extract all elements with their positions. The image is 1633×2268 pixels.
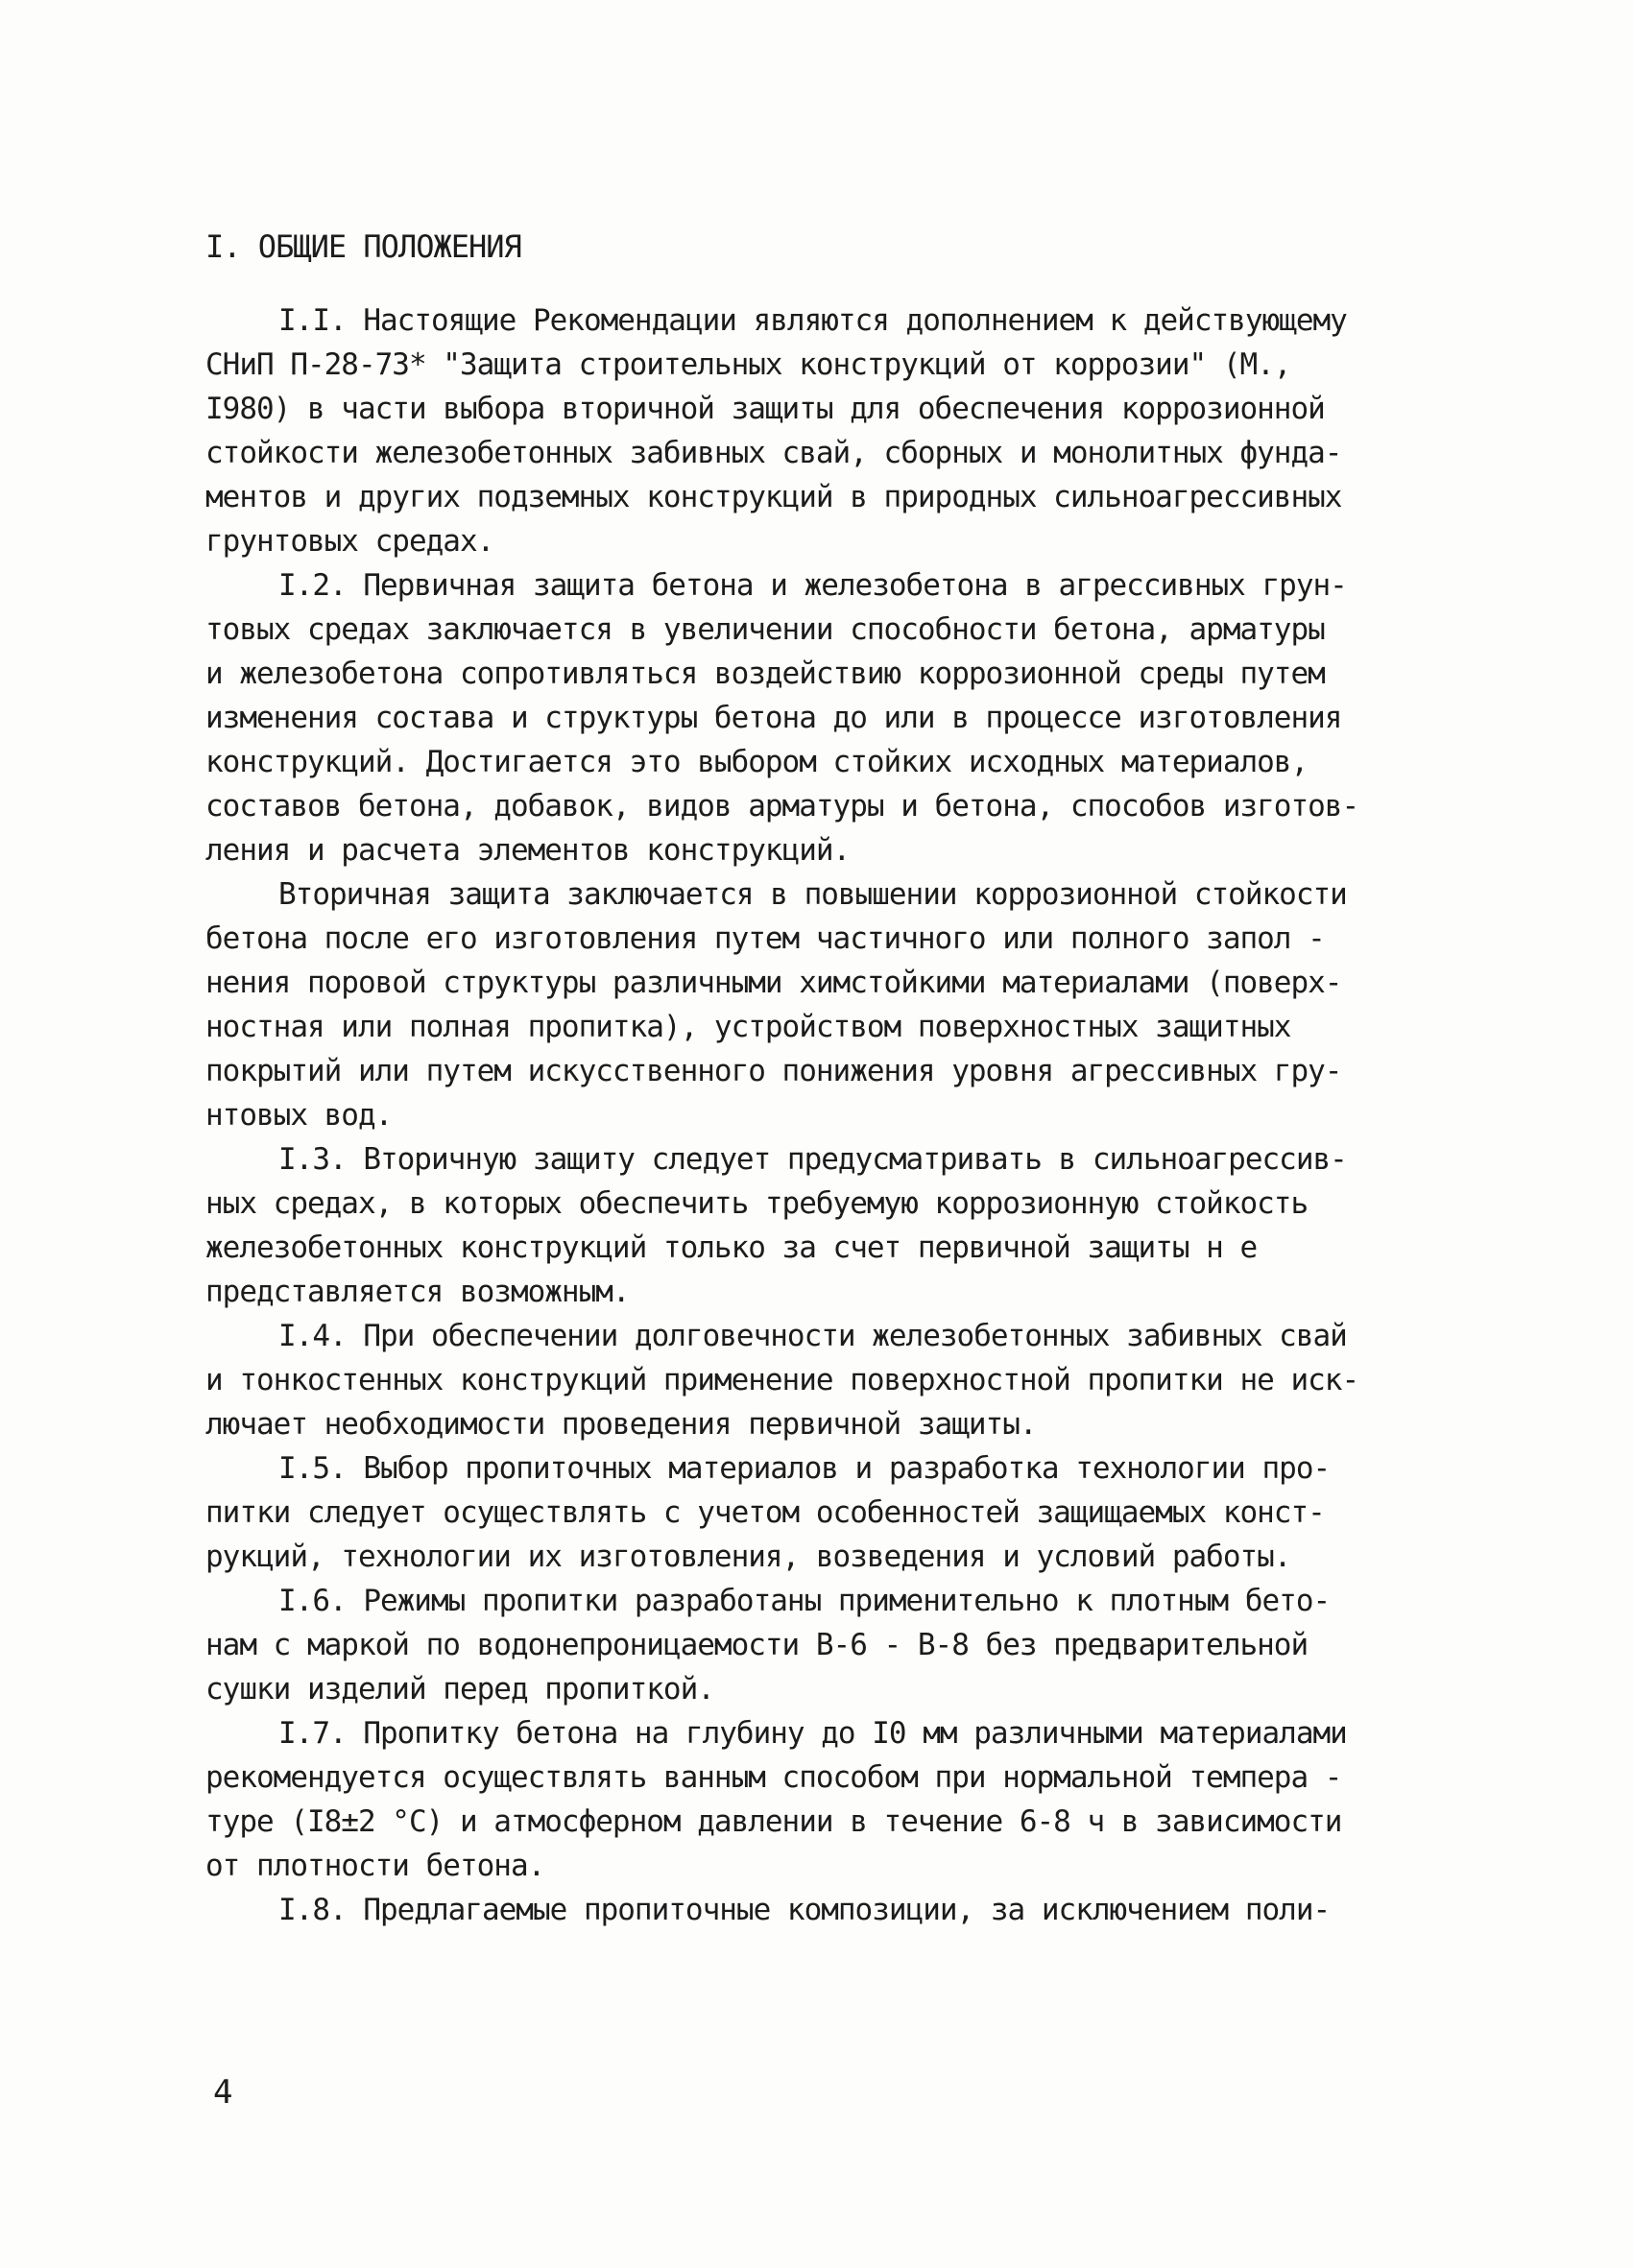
text-line: сушки изделий перед пропиткой. bbox=[205, 1672, 714, 1707]
section-heading: I. ОБЩИЕ ПОЛОЖЕНИЯ bbox=[205, 228, 521, 265]
text-line: составов бетона, добавок, видов арматуры и бетона, способов изготов- bbox=[205, 789, 1359, 824]
text-line: рукций, технологии их изготовления, возведения и условий работы. bbox=[205, 1540, 1291, 1574]
text-line: I.2. Первичная защита бетона и железобетона в агрессивных грун- bbox=[278, 568, 1347, 603]
text-line: СНиП П-28-73* "Защита строительных конструкций от коррозии" (М., bbox=[205, 347, 1291, 382]
text-line: I.4. При обеспечении долговечности железобетонных забивных свай bbox=[278, 1319, 1347, 1353]
text-line: ностная или полная пропитка), устройством поверхностных защитных bbox=[205, 1010, 1291, 1044]
text-line: Вторичная защита заключается в повышении коррозионной стойкости bbox=[278, 877, 1347, 912]
text-line: покрытий или путем искусственного понижения уровня агрессивных гру- bbox=[205, 1054, 1342, 1088]
text-line: и железобетона сопротивляться воздействию коррозионной среды путем bbox=[205, 657, 1325, 691]
text-line: от плотности бетона. bbox=[205, 1849, 545, 1883]
text-line: I.I. Настоящие Рекомендации являются дополнением к действующему bbox=[278, 303, 1347, 338]
text-line: железобетонных конструкций только за счет первичной защиты н е bbox=[205, 1230, 1258, 1265]
text-line: I.3. Вторичную защиту следует предусматривать в сильноагрессив- bbox=[278, 1142, 1347, 1177]
text-line: ных средах, в которых обеспечить требуемую коррозионную стойкость bbox=[205, 1186, 1309, 1221]
body-text bbox=[205, 298, 1444, 1932]
text-line: ления и расчета элементов конструкций. bbox=[205, 833, 851, 868]
text-line: бетона после его изготовления путем частичного или полного запол - bbox=[205, 921, 1325, 956]
text-line: конструкций. Достигается это выбором стойких исходных материалов, bbox=[205, 745, 1309, 779]
text-line: представляется возможным. bbox=[205, 1275, 630, 1309]
text-line: туре (I8±2 °С) и атмосферном давлении в течение 6-8 ч в зависимости bbox=[205, 1804, 1342, 1839]
text-line: питки следует осуществлять с учетом особенностей защищаемых конст- bbox=[205, 1495, 1325, 1530]
text-line: и тонкостенных конструкций применение поверхностной пропитки не иск- bbox=[205, 1363, 1359, 1397]
text-line: I.5. Выбор пропиточных материалов и разработка технологии про- bbox=[278, 1451, 1331, 1486]
text-line: I.8. Предлагаемые пропиточные композиции, за исключением поли- bbox=[278, 1893, 1331, 1927]
text-line: I980) в части выбора вторичной защиты для обеспечения коррозионной bbox=[205, 392, 1325, 426]
text-line: I.7. Пропитку бетона на глубину до I0 мм различными материалами bbox=[278, 1716, 1347, 1751]
text-line: грунтовых средах. bbox=[205, 524, 494, 559]
page-number: 4 bbox=[213, 2073, 233, 2112]
text-line: рекомендуется осуществлять ванным способом при нормальной темпера - bbox=[205, 1760, 1342, 1795]
text-line: лючает необходимости проведения первичной защиты. bbox=[205, 1407, 1037, 1442]
text-line: I.6. Режимы пропитки разработаны применительно к плотным бето- bbox=[278, 1584, 1331, 1618]
text-line: нтовых вод. bbox=[205, 1098, 393, 1133]
text-line: товых средах заключается в увеличении способности бетона, арматуры bbox=[205, 612, 1325, 647]
text-line: ментов и других подземных конструкций в природных сильноагрессивных bbox=[205, 480, 1342, 514]
text-line: стойкости железобетонных забивных свай, сборных и монолитных фунда- bbox=[205, 436, 1342, 470]
text-line: нения поровой структуры различными химстойкими материалами (поверх- bbox=[205, 966, 1342, 1000]
text-line: нам с маркой по водонепроницаемости В-6 - В-8 без предварительной bbox=[205, 1628, 1309, 1662]
text-line: изменения состава и структуры бетона до или в процессе изготовления bbox=[205, 701, 1342, 735]
